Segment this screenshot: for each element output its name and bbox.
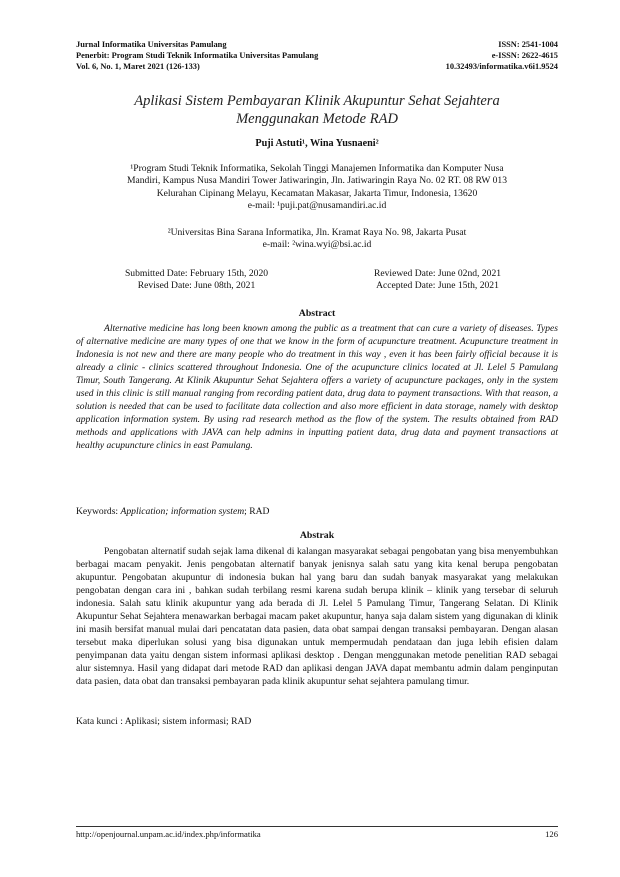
accepted-date: Accepted Date: June 15th, 2021 [376, 280, 499, 292]
issn: ISSN: 2541-1004 [498, 40, 558, 49]
affiliation-1-line: Mandiri, Kampus Nusa Mandiri Tower Jatiwaringin, Jln. Jatiwaringin Raya No. 02 RT. 08 RW 013 [126, 175, 508, 187]
keywords-english [76, 506, 558, 517]
keywords-italic: Application; information system [120, 506, 245, 517]
abstract-body [76, 322, 558, 452]
keywords-indonesian: Kata kunci : Aplikasi; sistem informasi; RAD [76, 716, 252, 727]
keywords-label: Keywords: [76, 506, 121, 517]
affiliation-1-email: e-mail: ¹puji.pat@nusamandiri.ac.id [247, 199, 387, 211]
authors: Puji Astuti¹, Wina Yusnaeni² [255, 138, 379, 149]
abstract-paragraph: Alternative medicine has long been known among the public as a treatment that can cure a variety of diseases. Types of alternative medicine are many types of one that we know in the form of acupuncture treatment. Acupuncture treatment in Indonesia is not new and there are many people who do treatment in this way , even it has been fairly official because it is already a clinic - clinics scattered throughout Indonesia. One of the acupuncture clinics located at Jl. Lelel 5 Pamulang Timur, South Tangerang. At Klinik Akupuntur Sehat Sejahtera offers a variety of acupuncture packages, only in the system used in this clinic is still manual ranging from recording patient data, drug data to payment transactions. With that reason, a solution is needed that can be used to facilitate data collection and also more efficient in data storage, namely with desktop application information system. By using rad research method as the flow of the system. The results obtained from RAD methods and applications with JAVA can help admins in inputting patient data, drug data and payment transactions at healthy acupuncture clinics in east Pamulang. [76, 323, 558, 452]
affiliation-2-line: ²Universitas Bina Sarana Informatika, Jln. Kramat Raya No. 98, Jakarta Pusat [167, 227, 467, 238]
volume-info: Vol. 6, No. 1, Maret 2021 (126-133) [76, 62, 200, 71]
keywords-rest: ; RAD [244, 506, 270, 517]
abstrak-body [76, 545, 558, 689]
submitted-date: Submitted Date: February 15th, 2020 [124, 268, 269, 279]
revised-date: Revised Date: June 08th, 2021 [137, 280, 256, 292]
journal-name: Jurnal Informatika Universitas Pamulang [76, 40, 227, 49]
article-dates [76, 268, 558, 293]
affiliation-1 [76, 163, 558, 212]
affiliation-1-line: ¹Program Studi Teknik Informatika, Sekolah Tinggi Manajemen Informatika dan Komputer Nusa [130, 163, 504, 174]
paper-title [76, 92, 558, 128]
e-issn: e-ISSN: 2622-4615 [491, 51, 558, 60]
doi: 10.32493/informatika.v6i1.9524 [445, 62, 558, 71]
publisher: Penerbit: Program Studi Teknik Informatika Universitas Pamulang [76, 51, 319, 60]
reviewed-date: Reviewed Date: June 02nd, 2021 [373, 268, 502, 279]
affiliation-2-email: e-mail: ²wina.wyi@bsi.ac.id [262, 239, 372, 251]
abstract-heading: Abstract [298, 308, 336, 319]
page-footer [76, 829, 558, 839]
abstrak-heading: Abstrak [299, 530, 335, 541]
affiliation-2 [76, 227, 558, 252]
title-line-1: Aplikasi Sistem Pembayaran Klinik Akupuntur Sehat Sejahtera [134, 93, 500, 109]
page-number: 126 [545, 829, 558, 839]
affiliation-1-line: Kelurahan Cipinang Melayu, Kecamatan Makasar, Jakarta Timur, Indonesia, 13620 [156, 187, 478, 199]
journal-header [76, 39, 558, 72]
abstrak-paragraph: Pengobatan alternatif sudah sejak lama dikenal di kalangan masyarakat sebagai pengobatan yang bisa menyembuhkan berbagai macam penyakit. Jenis pengobatan alternatif banyak jenisnya salah satu yang kita kenal berupa pengobatan akupuntur. Pengobatan akupuntur di indonesia bukan hal yang baru dan sudah banyak masyarakat yang melakukan pengobatan dengan cara ini , bahkan sudah terbilang resmi karena sudah berupa klinik – klinik yang tersebar di seluruh indonesia. Salah satu klinik akupuntur yang ada berada di Jl. Lelel 5 Pamulang Timur, Tangerang Selatan. Di Klinik Akupuntur Sehat Sejahtera menawarkan berbagai macam paket akupuntur, hanya saja dalam sistem yang digunakan di klinik ini masih bersifat manual mulai dari pencatatan data pasien, data obat sampai dengan transaksi pembayaran. Dengan alasan tersebut maka diperlukan solusi yang bisa digunakan untuk mempermudah pendataan dan juga lebih efisien dalam penyimpanan data yaitu dengan sistem informasi aplikasi desktop . Dengan menggunakan metode penelitian RAD sebagai alur sistemnya. Hasil yang didapat dari metode RAD dan aplikasi dengan JAVA dapat membantu admin dalam penginputan data pasien, data obat dan transaksi pembayaran pada klinik akupuntur sehat sejahtera pamulang timur. [76, 546, 558, 688]
title-line-2: Menggunakan Metode RAD [236, 111, 398, 127]
journal-url[interactable]: http://openjournal.unpam.ac.id/index.php/informatika [76, 829, 261, 839]
footer-divider [76, 826, 558, 827]
